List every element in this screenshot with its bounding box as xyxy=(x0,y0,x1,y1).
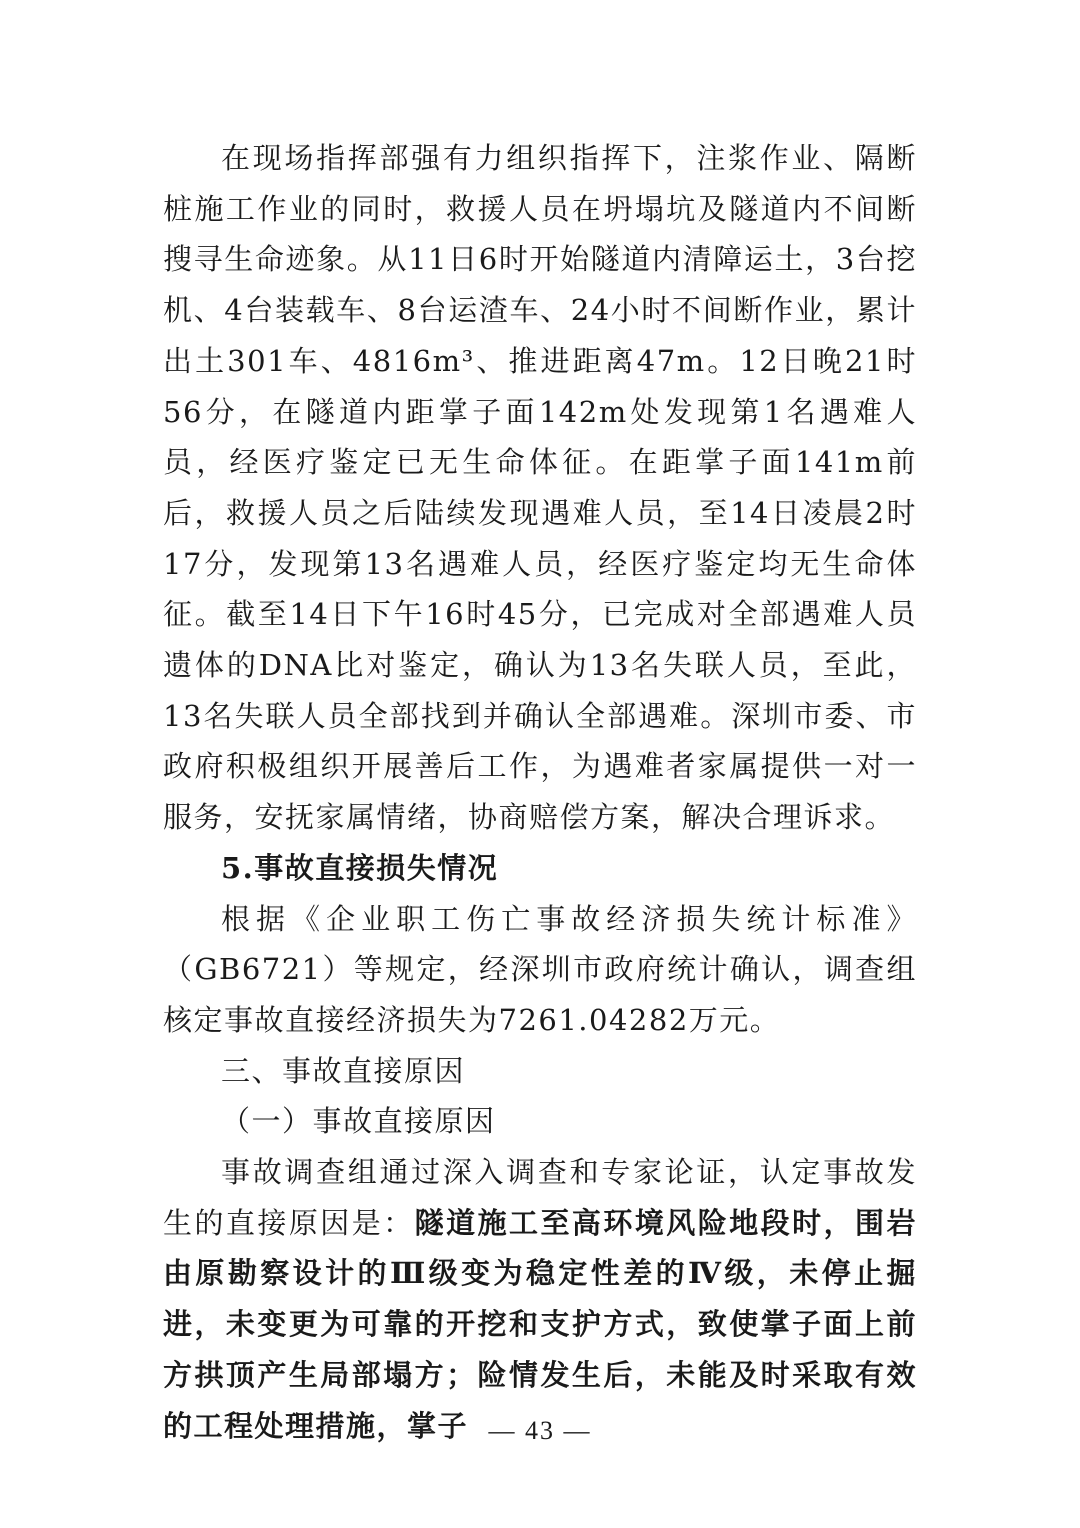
document-body xyxy=(163,133,917,1451)
section-heading-direct-cause: 三、事故直接原因 xyxy=(221,1053,466,1088)
body-paragraph-cause xyxy=(163,1147,917,1451)
subsection-heading-direct-cause: （一）事故直接原因 xyxy=(221,1104,496,1139)
cause-lead-text: 事故调查组通过深入调查和专家论证，认定事故发生的直接原因是： xyxy=(163,1155,917,1240)
heading-direct-loss: 5.事故直接损失情况 xyxy=(221,850,499,885)
body-paragraph-loss: 根据《企业职工伤亡事故经济损失统计标准》（GB6721）等规定，经深圳市政府统计确认，调查组核定事故直接经济损失为7261.04282万元。 xyxy=(163,901,917,1037)
body-paragraph-rescue: 在现场指挥部强有力组织指挥下，注浆作业、隔断桩施工作业的同时，救援人员在坍塌坑及隧道内不间断搜寻生命迹象。从11日6时开始隧道内清障运土，3台挖机、4台装载车、8台运渣车、24小时不间断作业，累计出土301车、4816m³、推进距离47m。12日晚21时56分，在隧道内距掌子面142m处发现第1名遇难人员，经医疗鉴定已无生命体征。在距掌子面141m前后，救援人员之后陆续发现遇难人员，至14日凌晨2时17分，发现第13名遇难人员，经医疗鉴定均无生命体征。截至14日下午16时45分，已完成对全部遇难人员遗体的DNA比对鉴定，确认为13名失联人员，至此，13名失联人员全部找到并确认全部遇难。深圳市委、市政府积极组织开展善后工作，为遇难者家属提供一对一服务，安抚家属情绪，协商赔偿方案，解决合理诉求。 xyxy=(163,141,917,835)
page-number: — 43 — xyxy=(488,1416,592,1445)
cause-emphasis-text: 隧道施工至高环境风险地段时，围岩由原勘察设计的Ⅲ级变为稳定性差的Ⅳ级，未停止掘进，未变更为可靠的开挖和支护方式，致使掌子面上前方拱顶产生局部塌方；险情发生后，未能及时采取有效的工程处理措施，掌子 xyxy=(163,1205,917,1443)
